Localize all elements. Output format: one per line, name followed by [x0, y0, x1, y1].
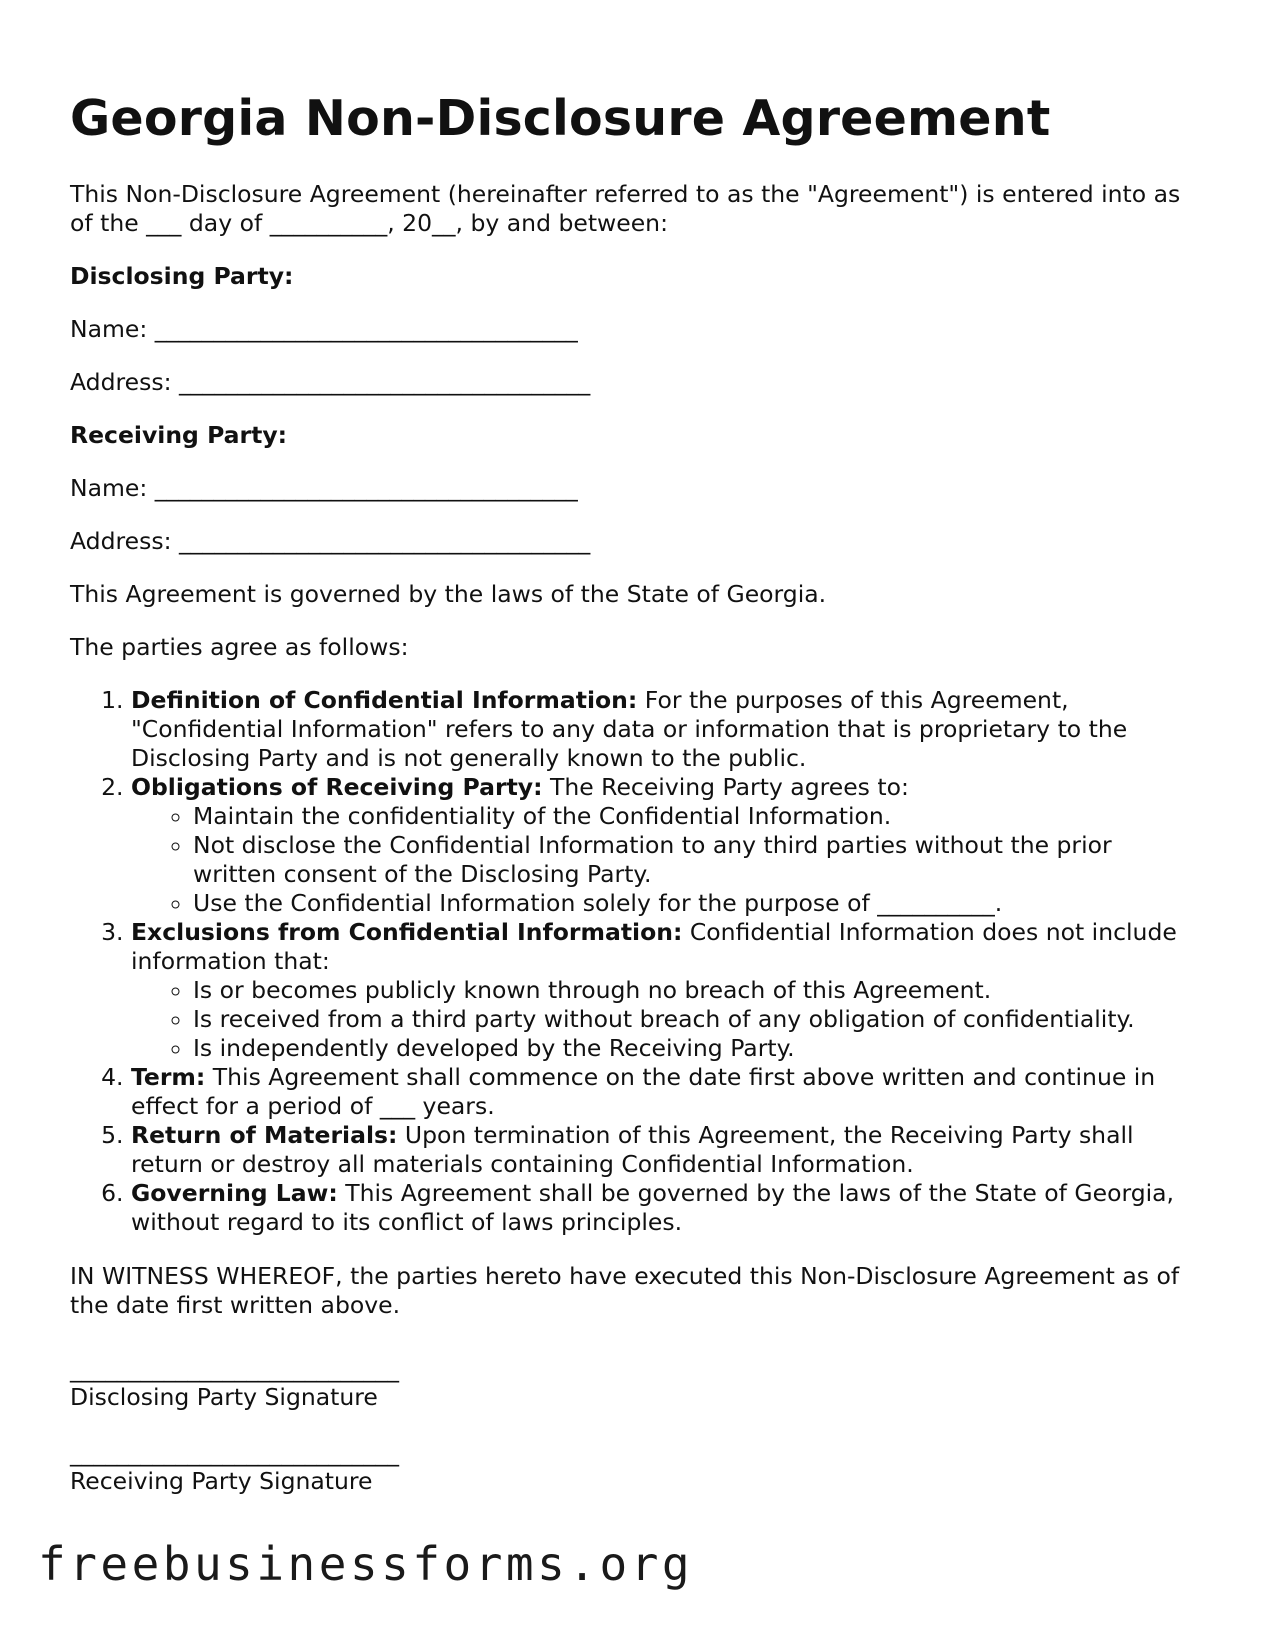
clause-text: For the purposes of this Agreement, "Confidential Information" refers to any data or information that is proprietary to the Disclosing Party and is not generally known to the public. — [131, 686, 1128, 772]
clause-label: Governing Law: — [131, 1179, 338, 1207]
clause-sublist — [131, 976, 1200, 1063]
clause-label: Definition of Confidential Information: — [131, 686, 638, 714]
receiving-signature-line: ____________________________ — [70, 1439, 399, 1467]
document-title: Georgia Non-Disclosure Agreement — [70, 90, 1051, 147]
clause-subitem: ◦ Use the Confidential Information solely for the purpose of __________. — [193, 889, 1200, 918]
intro-paragraph: This Non-Disclosure Agreement (hereinafter referred to as the "Agreement") is entered into as of the ___ day of __________, 20__, by and between: — [70, 180, 1181, 237]
clause-item — [131, 918, 1200, 1063]
clause-subitem: ◦ Is received from a third party without breach of any obligation of confidentiality. — [193, 1005, 1200, 1034]
agree-statement: The parties agree as follows: — [70, 633, 409, 661]
clause-text: This Agreement shall be governed by the laws of the State of Georgia, without regard to its conflict of laws principles. — [131, 1179, 1175, 1236]
clause-label: Exclusions from Confidential Information: — [131, 918, 683, 946]
governing-statement: This Agreement is governed by the laws of the State of Georgia. — [70, 580, 827, 608]
clause-label: Return of Materials: — [131, 1121, 398, 1149]
clause-subitem: ◦ Not disclose the Confidential Information to any third parties without the prior written consent of the Disclosing Party. — [193, 831, 1200, 889]
disclosing-signature-label: Disclosing Party Signature — [70, 1383, 378, 1411]
document-page — [70, 88, 1200, 1524]
receiving-signature-label: Receiving Party Signature — [70, 1467, 373, 1495]
witness-paragraph: IN WITNESS WHEREOF, the parties hereto have executed this Non-Disclosure Agreement as of the date first written above. — [70, 1262, 1180, 1319]
disclosing-signature-line: ____________________________ — [70, 1355, 399, 1383]
clause-text: Confidential Information does not include information that: — [131, 918, 1177, 975]
receiving-address-field: Address: ___________________________________ — [70, 527, 591, 555]
site-watermark: freebusinessforms.org — [38, 1537, 694, 1591]
receiving-name-field: Name: ____________________________________ — [70, 474, 578, 502]
clause-subitem: ◦ Is or becomes publicly known through no breach of this Agreement. — [193, 976, 1200, 1005]
clause-text: This Agreement shall commence on the date first above written and continue in effect for a period of ___ years. — [131, 1063, 1156, 1120]
clause-subitem: ◦ Is independently developed by the Receiving Party. — [193, 1034, 1200, 1063]
disclosing-party-heading: Disclosing Party: — [70, 262, 294, 290]
receiving-party-heading: Receiving Party: — [70, 421, 288, 449]
clause-sublist — [131, 802, 1200, 918]
disclosing-address-field: Address: ___________________________________ — [70, 368, 591, 396]
clause-text: The Receiving Party agrees to: — [542, 773, 909, 801]
disclosing-name-field: Name: ____________________________________ — [70, 315, 578, 343]
clause-item — [131, 1121, 1200, 1179]
clause-label: Obligations of Receiving Party: — [131, 773, 543, 801]
clause-item — [131, 686, 1200, 773]
clause-item — [131, 1063, 1200, 1121]
clause-text: Upon termination of this Agreement, the Receiving Party shall return or destroy all materials containing Confidential Information. — [131, 1121, 1134, 1178]
clause-item — [131, 1179, 1200, 1237]
clauses-list — [70, 686, 1200, 1237]
clause-subitem: ◦ Maintain the confidentiality of the Confidential Information. — [193, 802, 1200, 831]
clause-label: Term: — [131, 1063, 206, 1091]
clause-item — [131, 773, 1200, 918]
